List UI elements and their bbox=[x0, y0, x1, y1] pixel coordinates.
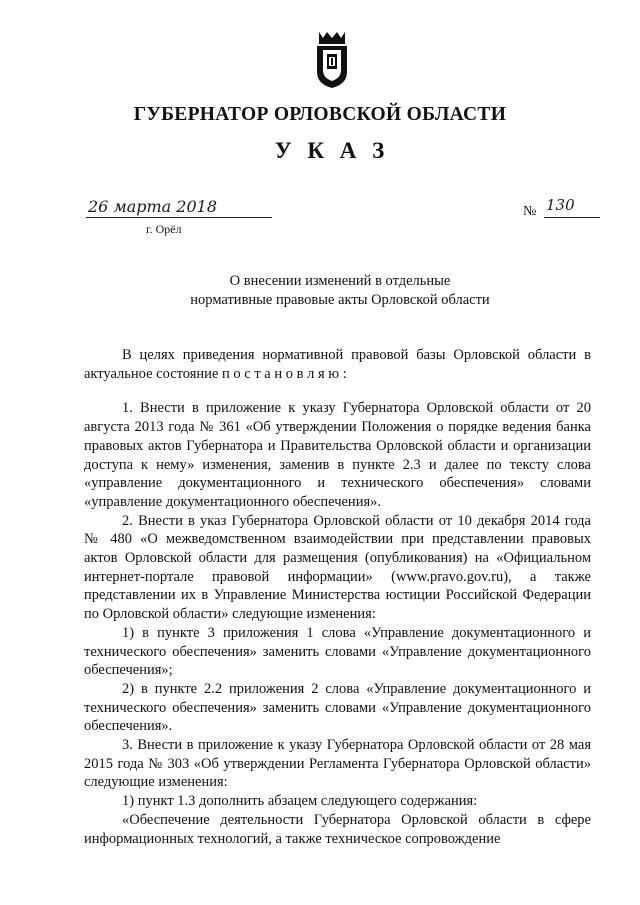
number-underline bbox=[544, 217, 600, 218]
handwritten-date: 26 марта 2018 bbox=[88, 197, 218, 216]
paragraph-2-item-1: 1) в пункте 3 приложения 1 слова «Управление документационного и технического обеспечения» заменить словами «Управление документационного обеспечения»; bbox=[84, 624, 591, 679]
paragraph-2-item-2: 2) в пункте 2.2 приложения 2 слова «Управление документационного и технического обеспечения» заменить словами «Управление документационного обеспечения». bbox=[84, 680, 591, 735]
paragraph-3: 3. Внести в приложение к указу Губернатора Орловской области от 28 мая 2015 года № 303 «Об утверждении Регламента Губернатора Орловской области» следующие изменения: bbox=[84, 737, 591, 791]
date-underline bbox=[86, 217, 272, 218]
paragraph-2: 2. Внести в указ Губернатора Орловской области от 10 декабря 2014 года № 480 «О межведомственном взаимодействии при представлении правовых актов Орловской области для размещения (опубликования) на «Официальном интернет-портале правовой информации» (www.pravo.gov.ru), а также представлении их в Управление Министерства юстиции Российской Федерации по Орловской области» следующие изменения: bbox=[84, 512, 591, 623]
preamble-paragraph: В целях приведения нормативной правовой базы Орловской области в актуальное состояние п о с т а н о в л я ю : bbox=[84, 347, 591, 382]
paragraph-3-item-1: 1) пункт 1.3 дополнить абзацем следующего содержания: bbox=[122, 793, 478, 810]
document-type: У К А З bbox=[274, 138, 390, 163]
paragraph-1: 1. Внести в приложение к указу Губернатора Орловской области от 20 августа 2013 года № 361 «Об утверждении Положения о порядке ведения банка правовых актов Губернатора и Правительства Орловской области и организации доступа к нему» изменения, заменив в пункте 2.3 и далее по тексту слова «управление документационного и технического обеспечения» словами «управление документационного обеспечения». bbox=[84, 400, 591, 510]
subject-line-2: нормативные правовые акты Орловской области bbox=[190, 292, 490, 308]
number-label: № bbox=[523, 204, 537, 219]
orel-coat-of-arms-icon bbox=[314, 28, 350, 90]
handwritten-number: 130 bbox=[546, 196, 575, 214]
paragraph-3-quote: «Обеспечение деятельности Губернатора Орловской области в сфере информационных технологий, а также техническое сопровождение bbox=[84, 811, 591, 847]
document-body bbox=[84, 346, 591, 848]
document-subject bbox=[160, 272, 520, 310]
subject-line-1: О внесении изменений в отдельные bbox=[229, 273, 451, 289]
city-label: г. Орёл bbox=[146, 222, 182, 236]
authority-title: ГУБЕРНАТОР ОРЛОВСКОЙ ОБЛАСТИ bbox=[133, 104, 507, 125]
